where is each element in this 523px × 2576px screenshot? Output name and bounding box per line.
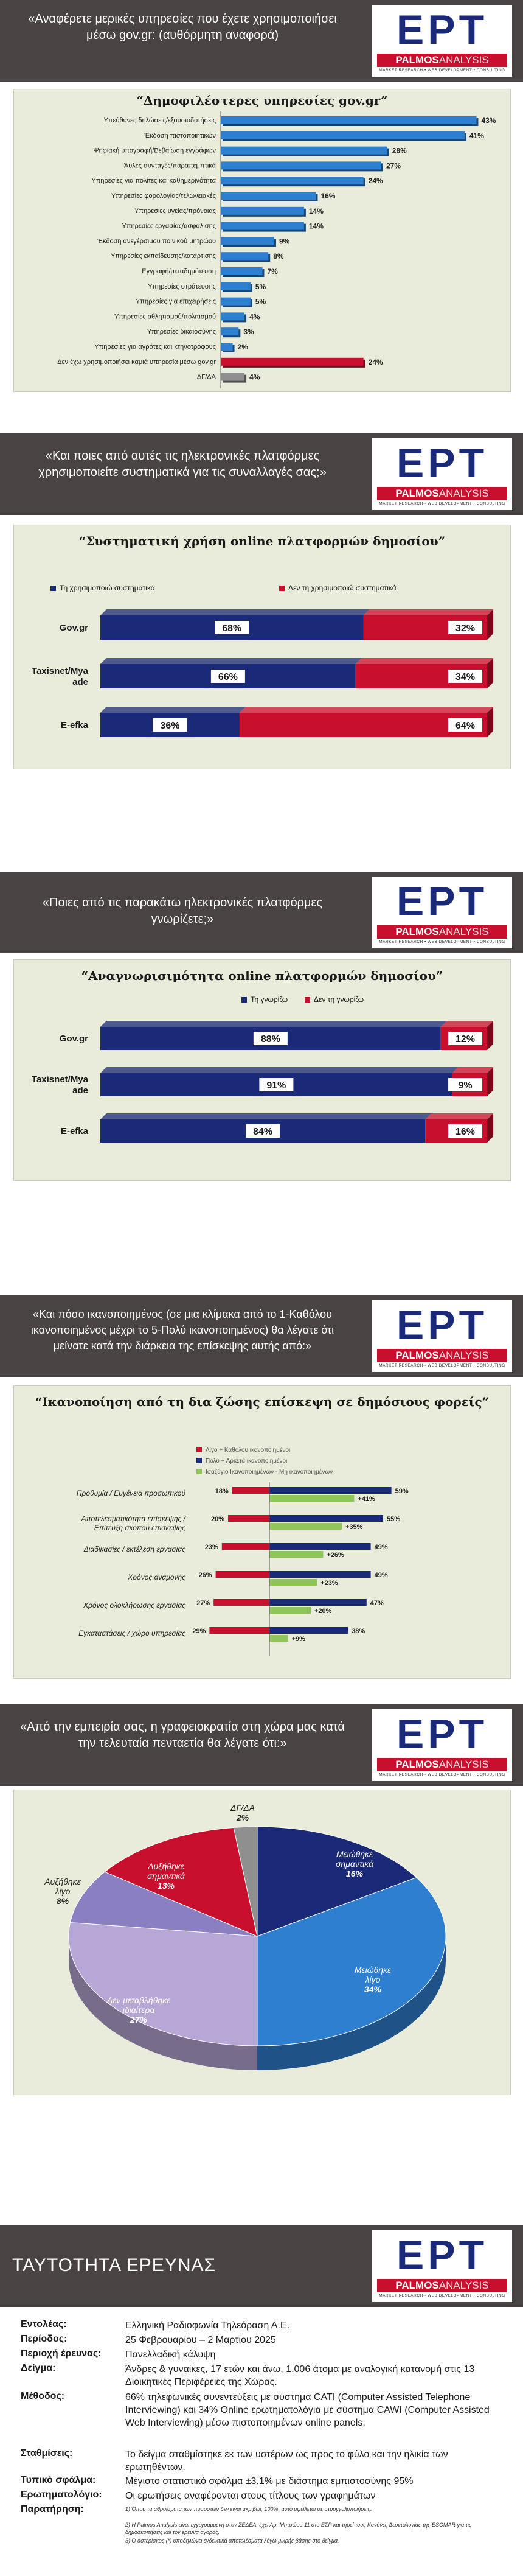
chart3-bar-top (452, 1067, 493, 1073)
chart4-legend-item: Πολύ + Αρκετά ικανοποιημένοι (196, 1458, 287, 1465)
chart1-bar (221, 343, 233, 351)
chart1-value-label: 4% (249, 312, 260, 321)
chart1-category-label: Υπηρεσίες για αγρότες και κτηνοτρόφους (94, 343, 216, 351)
chart1-category-label: Έκδοση πιστοποιητικών (144, 131, 216, 139)
chart3-bar-top (100, 1021, 447, 1027)
ert-palmos-logo (372, 1300, 512, 1372)
chart3-category-label: E-efka (60, 1126, 88, 1136)
chart3-title: “Αναγνωρισιμότητα online πλατφορμών δημοσίου” (81, 968, 443, 983)
chart5-slice-label: λίγο (55, 1886, 71, 1896)
chart1-category-label: Ψηφιακή υπογραφή/Βεβαίωση εγγράφων (93, 147, 216, 155)
chart2-legend-item: Δεν τη χρησιμοποιώ συστηματικά (279, 584, 397, 592)
chart2-bar-top (100, 609, 369, 615)
chart4-bar-balance (269, 1579, 317, 1586)
survey-row-value: Πανελλαδική κάλυψη (125, 2350, 216, 2360)
chart1-bar (221, 252, 268, 260)
survey-note: 1) Όπου τα αθροίσματα των ποσοστών δεν είναι ακριβώς 100%, αυτό οφείλεται σε στρογγυλοποιήσεις. (125, 2506, 372, 2512)
chart1-category-label: Υπηρεσίες φορολογίας/τελωνειακές (111, 192, 216, 200)
chart1-bar (221, 373, 244, 381)
logo-tagline: MARKET RESEARCH • WEB DEVELOPMENT • CONSULTING (379, 2294, 505, 2298)
section5-header (0, 1704, 523, 1786)
chart1-category-label: Υπηρεσίες υγείας/πρόνοιας (134, 207, 216, 215)
ert-logo-text: ΕΡΤ (396, 7, 488, 53)
chart4-value-balance: +9% (291, 1636, 305, 1643)
logo-tagline: MARKET RESEARCH • WEB DEVELOPMENT • CONSULTING (379, 68, 505, 72)
chart3-legend-item: Τη γνωρίζω (241, 995, 288, 1004)
palmos-analysis-logo: PALMOSANALYSIS (377, 925, 507, 939)
chart1-value-label: 8% (273, 252, 284, 261)
chart4-value-positive: 49% (374, 1544, 388, 1551)
chart1-bar (221, 237, 274, 245)
chart4-bar-positive (269, 1487, 392, 1494)
chart1-bar (221, 358, 364, 366)
chart2-value-label: 36% (160, 721, 180, 731)
chart4-value-balance: +23% (320, 1580, 338, 1587)
chart4-bar-negative (209, 1627, 269, 1634)
chart4-bar-balance (269, 1607, 311, 1614)
chart2-bar-top (100, 707, 246, 713)
chart4-value-positive: 49% (374, 1572, 388, 1579)
survey-note: 2) Η Palmos Analysis είναι εγγεγραμμένη στον ΣΕΔΕΑ, έχει Αρ. Μητρώου 11 στο ΕΣΡ και τηρεί τους Κανόνες Δεοντολογίας της ESOMAR για τις δημοσκοπήσεις και τον έρευνα αγοράς. (125, 2522, 472, 2535)
logo-tagline: MARKET RESEARCH • WEB DEVELOPMENT • CONSULTING (379, 940, 505, 944)
chart5-slice-label: σημαντικά (147, 1871, 185, 1881)
survey-row-key: Δείγμα: (21, 2363, 56, 2373)
chart2-legend-item: Τη χρησιμοποιώ συστηματικά (50, 584, 155, 592)
chart1-category-label: Υπηρεσίες δικαιοσύνης (147, 328, 216, 336)
chart4-bar-balance (269, 1635, 288, 1642)
chart1-bar (221, 177, 364, 184)
section1-header (0, 0, 523, 82)
chart1-category-label: Έκδοση ανεγέρσιμου ποινικού μητρώου (97, 237, 216, 245)
chart4-value-negative: 29% (192, 1628, 206, 1635)
chart4-value-positive: 55% (387, 1516, 401, 1523)
chart4-value-negative: 18% (215, 1488, 229, 1495)
palmos-analysis-logo: PALMOSANALYSIS (377, 2279, 507, 2292)
logo-tagline: MARKET RESEARCH • WEB DEVELOPMENT • CONSULTING (379, 1773, 505, 1777)
chart1-value-label: 2% (237, 343, 248, 351)
chart2-title: “Συστηματική χρήση online πλατφορμών δημοσίου” (78, 534, 446, 548)
chart2-category-label: Gov.gr (59, 623, 88, 633)
chart1-bar (221, 282, 251, 290)
chart1-value-label: 16% (320, 192, 336, 200)
chart1-category-label: Υπεύθυνες δηλώσεις/εξουσιοδοτήσεις (103, 117, 216, 124)
logo-tagline: MARKET RESEARCH • WEB DEVELOPMENT • CONSULTING (379, 502, 505, 506)
chart1-bar (221, 192, 316, 200)
chart1-bar (221, 267, 262, 275)
chart1-category-label: Άυλες συνταγές/παραπεμπτικά (123, 162, 216, 170)
chart3-bar-top (441, 1021, 493, 1027)
chart1-category-label: ΔΓ/ΔΑ (196, 373, 216, 381)
chart1-category-label: Δεν έχω χρησιμοποιήσει καμιά υπηρεσία μέσω gov.gr (57, 358, 216, 366)
section6-header (0, 2225, 523, 2307)
chart5-slice-value: 13% (157, 1881, 175, 1891)
section3-header (0, 872, 523, 953)
legend-swatch (196, 1447, 202, 1452)
chart4-panel (13, 1385, 511, 1679)
chart1-title: “Δημοφιλέστερες υπηρεσίες gov.gr” (136, 93, 388, 108)
chart3-category-label: Taxisnet/Mya (31, 1074, 88, 1085)
palmos-analysis-logo: PALMOSANALYSIS (377, 1349, 507, 1362)
survey-row-value: Μέγιστο στατιστικό σφάλμα ±3.1% με διάστημα εμπιστοσύνης 95% (125, 2476, 414, 2487)
survey-row-key: Εντολέας: (21, 2319, 67, 2329)
chart5-slice-label: Μειώθηκε (336, 1849, 373, 1859)
survey-row-key: Περίοδος: (21, 2334, 68, 2344)
chart1-value-label: 5% (255, 282, 266, 291)
chart5-slice-label: Μειώθηκε (354, 1965, 392, 1975)
chart5-slice-label: Αυξήθηκε (44, 1877, 81, 1886)
ert-logo-text: ΕΡΤ (396, 440, 488, 486)
chart4-value-balance: +41% (358, 1496, 375, 1503)
legend-swatch (196, 1458, 202, 1463)
section1-question: «Αναφέρετε μερικές υπηρεσίες που έχετε χρησιμοποιήσει μέσω gov.gr: (αυθόρμητη αναφορά) (28, 12, 337, 42)
survey-row-value: Ελληνική Ραδιοφωνία Τηλεόραση Α.Ε. (125, 2320, 290, 2331)
chart4-category-label: Προθυμία / Ευγένεια προσωπικού (76, 1489, 185, 1497)
logo-tagline: MARKET RESEARCH • WEB DEVELOPMENT • CONSULTING (379, 1363, 505, 1368)
chart4-bar-negative (216, 1571, 269, 1578)
ert-logo-text: ΕΡΤ (396, 1302, 488, 1348)
chart3-value-label: 16% (455, 1127, 476, 1137)
chart4-bar-positive (269, 1571, 371, 1578)
survey-row-value: 25 Φεβρουαρίου – 2 Μαρτίου 2025 (125, 2335, 276, 2345)
chart2-svg (14, 598, 510, 763)
palmos-analysis-logo: PALMOSANALYSIS (377, 54, 507, 67)
chart3-value-label: 91% (266, 1080, 286, 1091)
survey-row-key: Παρατήρηση: (21, 2504, 84, 2515)
chart5-svg (14, 1790, 510, 2095)
chart3-value-label: 88% (260, 1034, 280, 1045)
chart1-value-label: 5% (255, 297, 266, 306)
survey-row-key: Περιοχή έρευνας: (21, 2348, 102, 2359)
chart1-value-label: 28% (392, 146, 407, 155)
survey-row-value: 66% τηλεφωνικές συνεντεύξεις με σύστημα CATI (Computer Assisted Telephone Interviewing) και 34% Online ερωτηματολόγια με σύστημα CAWI (Computer Assisted Web Interviewing) μέσω πιστοποιημένων online panels. (125, 2392, 490, 2428)
chart5-slice-value: 27% (130, 2015, 148, 2025)
chart5-slice-value: 34% (364, 1984, 382, 1994)
section4-question: «Και πόσο ικανοποιημένος (σε μια κλίμακα από το 1-Καθόλου ικανοποιημένος μέχρι το 5-Πολύ ικανοποιημένος) θα λέγατε ότι μείνατε κατά την διάρκεια της επίσκεψης αυτής από:» (30, 1308, 334, 1352)
chart4-value-negative: 26% (198, 1572, 212, 1579)
chart4-bar-balance (269, 1551, 323, 1558)
chart2-value-label: 32% (455, 623, 476, 634)
chart2-category-label: ade (72, 677, 88, 687)
chart2-bar-top (356, 658, 493, 664)
chart1-value-label: 4% (249, 373, 260, 382)
chart4-bar-negative (228, 1515, 269, 1522)
chart3-category-label: Gov.gr (59, 1034, 88, 1044)
legend-swatch (50, 586, 56, 591)
chart3-bar-top (425, 1113, 493, 1119)
chart5-slice-value: 8% (56, 1896, 69, 1906)
chart4-bar-positive (269, 1515, 383, 1522)
chart2-value-label: 34% (455, 672, 476, 682)
survey-row-key: Σταθμίσεις: (21, 2448, 73, 2459)
survey-title: ΤΑΥΤΟΤΗΤΑ ΕΡΕΥΝΑΣ (12, 2255, 216, 2275)
chart1-category-label: Υπηρεσίες στράτευσης (148, 282, 216, 290)
chart5-slice-value: 2% (236, 1813, 249, 1822)
chart4-category-label: Εγκαταστάσεις / χώρο υπηρεσίας (78, 1629, 185, 1637)
section2-question: «Και ποιες από αυτές τις ηλεκτρονικές πλατφόρμες χρησιμοποιείτε συστηματικά για τις συναλλαγές σας;» (38, 449, 327, 479)
chart4-value-balance: +20% (314, 1608, 332, 1615)
chart2-category-label: E-efka (60, 720, 88, 730)
ert-palmos-logo (372, 877, 512, 948)
chart4-bar-positive (269, 1599, 367, 1606)
chart4-title: “Ικανοποίηση από τη δια ζώσης επίσκεψη σε δημόσιους φορείς” (35, 1395, 490, 1409)
section3-question: «Ποιες από τις παρακάτω ηλεκτρονικές πλατφόρμες γνωρίζετε;» (42, 896, 323, 926)
chart1-value-label: 7% (267, 267, 278, 276)
chart1-bar (221, 131, 465, 139)
chart1-value-label: 24% (368, 357, 383, 366)
chart1-panel (13, 89, 511, 392)
chart4-value-positive: 38% (352, 1628, 365, 1635)
ert-palmos-logo (372, 438, 512, 510)
survey-table (0, 2319, 523, 2575)
survey-row-key: Μέθοδος: (21, 2391, 65, 2401)
chart1-svg (14, 111, 510, 391)
chart4-bar-positive (269, 1627, 348, 1634)
survey-note: 3) Ο αστερίσκος (*) υποδηλώνει ενδεικτικά αποτελέσματα λόγω μικρής βάσης στο δείγμα. (125, 2538, 339, 2544)
chart2-bar-top (100, 658, 362, 664)
chart1-value-label: 3% (243, 327, 254, 337)
chart4-bar-balance (269, 1495, 354, 1502)
chart1-bar (221, 312, 244, 320)
chart4-value-negative: 20% (210, 1516, 224, 1523)
chart4-category-label: Χρόνος αναμονής (128, 1573, 185, 1581)
chart4-bar-positive (269, 1543, 371, 1550)
chart2-bar-top (240, 707, 493, 713)
chart4-value-positive: 59% (395, 1488, 409, 1495)
chart5-panel (13, 1790, 511, 2095)
chart1-value-label: 14% (308, 222, 324, 231)
chart1-value-label: 14% (308, 206, 324, 215)
chart1-category-label: Υπηρεσίες για πολίτες και καθημερινότητα (91, 177, 216, 185)
legend-swatch (305, 997, 310, 1003)
chart1-category-label: Υπηρεσίες αθλητισμού/πολιτισμού (114, 313, 216, 321)
chart4-value-positive: 47% (370, 1600, 384, 1607)
chart4-category-label: Χρόνος ολοκλήρωσης εργασίας (83, 1601, 185, 1609)
section4-header (0, 1295, 523, 1377)
chart3-svg (14, 1010, 510, 1168)
palmos-analysis-logo: PALMOSANALYSIS (377, 487, 507, 500)
chart1-category-label: Υπηρεσίες εκπαίδευσης/κατάρτισης (110, 253, 216, 261)
section2-header (0, 433, 523, 515)
chart5-slice-label: λίγο (365, 1975, 381, 1984)
chart4-svg (14, 1482, 510, 1665)
chart1-category-label: Υπηρεσίες εργασίας/ασφάλισης (122, 222, 216, 230)
ert-logo-text: ΕΡΤ (396, 1711, 488, 1757)
chart4-category-label: Επίτευξη σκοπού επίσκεψης (94, 1524, 185, 1532)
chart3-bar-top (100, 1067, 459, 1073)
chart1-bar (221, 222, 304, 230)
chart2-value-label: 64% (455, 721, 476, 731)
chart1-value-label: 43% (481, 116, 496, 125)
chart5-slice-label: σημαντικά (335, 1859, 374, 1869)
chart1-value-label: 27% (386, 161, 401, 170)
chart5-slice (69, 1922, 257, 2046)
chart1-bar (221, 161, 381, 169)
chart2-bar-top (363, 609, 493, 615)
chart4-category-label: Διαδικασίες / εκτέλεση εργασίας (83, 1545, 185, 1553)
chart2-panel (13, 525, 511, 769)
chart4-value-negative: 27% (196, 1600, 210, 1607)
chart3-value-label: 84% (253, 1127, 273, 1137)
survey-row-value: Το δείγμα σταθμίστηκε εκ των υστέρων ως προς το φύλο και την ηλικία των ερωτηθέντων. (125, 2449, 448, 2473)
chart1-category-label: Υπηρεσίες για επιχειρήσεις (136, 298, 216, 306)
section5-question: «Από την εμπειρία σας, η γραφειοκρατία στη χώρα μας κατά την τελευταία πενταετία θα λέγατε ότι:» (20, 1720, 345, 1750)
chart3-value-label: 9% (458, 1080, 473, 1091)
legend-swatch (196, 1469, 202, 1474)
chart3-legend-item: Δεν τη γνωρίζω (305, 995, 364, 1004)
chart1-bar (221, 207, 304, 215)
chart4-bar-negative (222, 1543, 269, 1550)
chart4-value-balance: +35% (345, 1524, 363, 1531)
chart5-slice-label: ιδιαίτερα (122, 2005, 155, 2015)
chart2-value-label: 68% (222, 623, 242, 634)
survey-row-value: Άνδρες & γυναίκες, 17 ετών και άνω, 1.006 άτομα με αναλογική κατανομή στις 13 Διοικητικές Περιφέρειες της Χώρας. (125, 2364, 475, 2387)
chart3-category-label: ade (72, 1085, 88, 1096)
ert-palmos-logo (372, 1709, 512, 1781)
ert-palmos-logo (372, 5, 512, 77)
chart2-value-label: 66% (218, 672, 238, 682)
chart4-legend-item: Λίγο + Καθόλου ικανοποιημένοι (196, 1447, 290, 1454)
chart4-bar-negative (213, 1599, 269, 1606)
chart1-value-label: 24% (368, 177, 383, 186)
chart4-bar-negative (232, 1487, 269, 1494)
chart1-bar (221, 298, 251, 306)
chart3-value-label: 12% (455, 1034, 476, 1045)
chart3-panel (13, 959, 511, 1181)
chart1-value-label: 41% (469, 131, 484, 140)
chart1-bar (221, 327, 238, 335)
chart4-category-label: Αποτελεσματικότητα επίσκεψης / (81, 1514, 185, 1523)
chart4-bar-balance (269, 1523, 342, 1530)
ert-palmos-logo (372, 2230, 512, 2302)
chart5-slice-label: Αυξήθηκε (148, 1861, 184, 1871)
chart3-bar-top (100, 1113, 431, 1119)
chart5-slice-value: 16% (345, 1869, 364, 1878)
chart4-legend-item: Ισαζύγιο Ικανοποιημένων - Μη ικανοποιημένων (196, 1469, 333, 1475)
chart4-value-negative: 23% (204, 1544, 218, 1551)
chart1-category-label: Εγγραφή/μεταδημότευση (142, 268, 216, 275)
ert-logo-text: ΕΡΤ (396, 878, 488, 925)
chart1-bar (221, 116, 476, 124)
chart4-value-balance: +26% (327, 1552, 344, 1559)
survey-row-key: Ερωτηματολόγιο: (21, 2490, 102, 2500)
chart1-bar (221, 147, 387, 155)
chart1-value-label: 9% (279, 237, 290, 246)
legend-swatch (241, 997, 247, 1003)
survey-row-key: Τυπικό σφάλμα: (21, 2475, 96, 2485)
legend-swatch (279, 586, 285, 591)
palmos-analysis-logo: PALMOSANALYSIS (377, 1758, 507, 1771)
survey-row-value: Οι ερωτήσεις αναφέρονται στους τίτλους των γραφημάτων (125, 2491, 376, 2501)
chart2-category-label: Taxisnet/Mya (31, 666, 88, 676)
chart5-slice-label: Δεν μεταβλήθηκε (106, 1995, 171, 2005)
chart5-slice-label: ΔΓ/ΔΑ (230, 1803, 255, 1813)
ert-logo-text: ΕΡΤ (396, 2232, 488, 2278)
